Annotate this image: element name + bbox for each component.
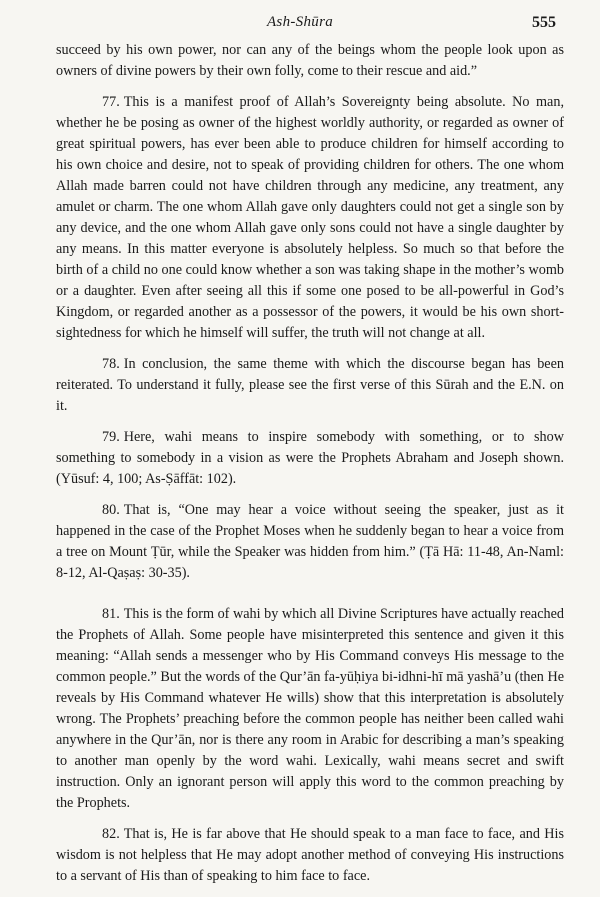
note-number: 78. — [102, 356, 120, 372]
note-number: 79. — [102, 429, 120, 445]
paragraph-text: In conclusion, the same theme with which the discourse began has been reiterated. To understand it fully, please see the first verse of this Sūrah and the E.N. on it. — [56, 356, 564, 414]
page-header — [0, 12, 600, 38]
paragraph-text: That is, He is far above that He should speak to a man face to face, and His wisdom is not helpless that He may adopt another method of conveying His instructions to a servant of His than of speaking to him face to face. — [56, 826, 564, 884]
note-80 — [56, 500, 564, 584]
body-text — [56, 40, 564, 897]
paragraph-text: That is, “One may hear a voice without seeing the speaker, just as it happened in the case of the Prophet Moses when he suddenly began to hear a voice from a tree on Mount Ṭūr, while the Speaker was hidden from him.” (Ṭā Hā: 11-48, An-Naml: 8-12, Al-Qaṣaṣ: 30-35). — [56, 502, 564, 581]
note-number: 77. — [102, 94, 120, 110]
paragraph-continuation — [56, 40, 564, 82]
note-number: 81. — [102, 606, 120, 622]
paragraph-text: This is a manifest proof of Allah’s Sovereignty being absolute. No man, whether he be posing as owner of the highest worldly authority, or regarded as owner of great spiritual powers, has ever been able to produce children for himself according to his own choice and desire, not to speak of providing children for others. The one whom Allah made barren could not have children through any medicine, any treatment, any amulet or charm. The one whom Allah gave only daughters could not get a single son by any device, and the one whom Allah gave only sons could not have a single daughter by any means. In this matter everyone is absolutely helpless. So much so that before the birth of a child no one could know whether a son was taking shape in the mother’s womb or a daughter. Even after seeing all this if some one posed to be all-powerful in God’s Kingdom, or regarded another as a possessor of the powers, it would be his own short-sightedness for which he himself will suffer, the truth will not change at all. — [56, 94, 564, 341]
section-gap — [56, 594, 564, 596]
note-78 — [56, 354, 564, 417]
note-number: 82. — [102, 826, 120, 842]
note-82 — [56, 824, 564, 887]
paragraph-text: This is the form of wahi by which all Divine Scriptures have actually reached the Prophets of Allah. Some people have misinterpreted this sentence and given it this meaning: “Allah sends a messenger who by His Command conveys His message to the common people.” But the words of the Qur’ān fa-yūḥiya bi-idhni-hī mā yashā’u (then He reveals by His Command whatever He wills) show that this interpretation is absolutely wrong. The Prophets’ preaching before the common people has neither been called wahi anywhere in the Qur’ān, nor is there any room in Arabic for describing a man’s speaking to another man openly by the word wahi. Lexically, wahi means secret and swift instruction. Only an ignorant person will apply this word to the common preaching by the Prophets. — [56, 606, 564, 811]
page-number: 555 — [532, 14, 556, 31]
note-79 — [56, 427, 564, 490]
paragraph-text: succeed by his own power, nor can any of the beings whom the people look upon as owners of divine powers by their own folly, come to their rescue and aid.” — [56, 42, 564, 79]
note-81 — [56, 604, 564, 814]
note-number: 80. — [102, 502, 120, 518]
note-77 — [56, 92, 564, 344]
running-title: Ash-Shūra — [266, 14, 334, 30]
paragraph-text: Here, wahi means to inspire somebody with something, or to show something to somebody in a vision as were the Prophets Abraham and Joseph shown. (Yūsuf: 4, 100; As-Ṣāffāt: 102). — [56, 429, 564, 487]
